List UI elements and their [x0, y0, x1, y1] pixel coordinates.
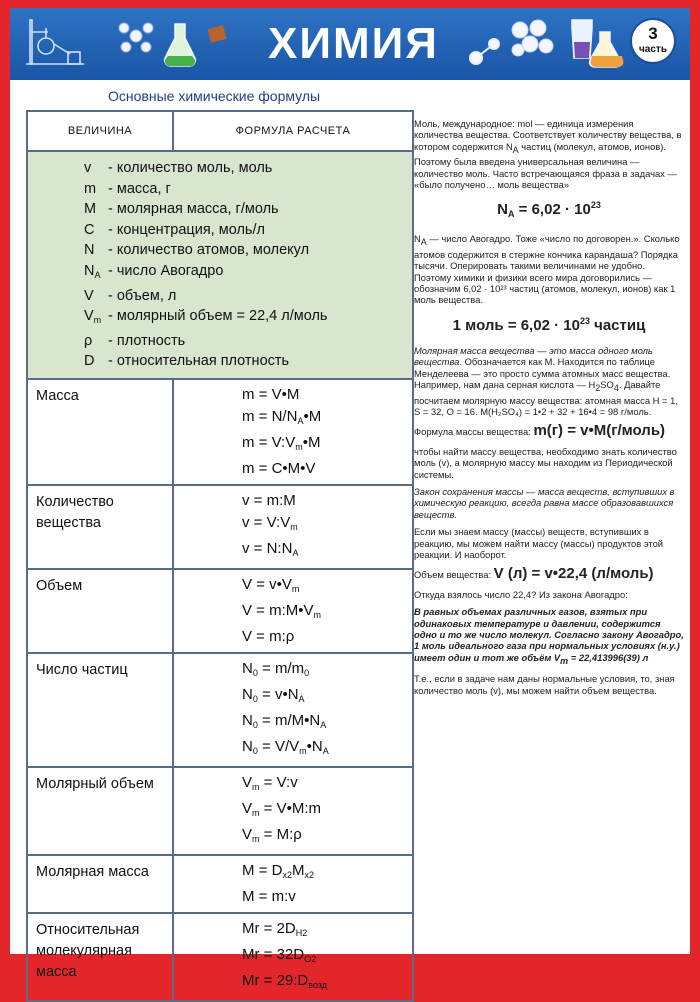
formula-subscript: A: [322, 745, 329, 756]
formula: [242, 736, 412, 762]
formula: [242, 384, 412, 406]
formula-text: M: [291, 861, 305, 879]
reagent-cube-icon: [206, 22, 230, 46]
formula-subscript: A: [298, 693, 305, 704]
symbol: N: [84, 262, 95, 279]
formula-text: V: [242, 799, 253, 817]
table-row: [27, 485, 413, 569]
page-title: ХИМИЯ: [268, 19, 439, 68]
legend-symbol: [84, 240, 108, 261]
table-row: [27, 913, 413, 1001]
table-row: [27, 653, 413, 767]
formula-text: v = m:M: [242, 491, 296, 509]
section-subtitle: Основные химические формулы: [108, 88, 321, 104]
formula-text: N: [242, 711, 253, 729]
formula-subscript: m: [291, 583, 300, 594]
formula-subscript: 0: [252, 667, 258, 678]
note-conservation: Закон сохранения массы — масса веществ, вступивших в химическую реакцию, всегда равна массе образовавшихся веществ.: [414, 485, 675, 520]
poster: [10, 8, 690, 990]
formula: [242, 406, 412, 432]
note-reaction: Если мы знаем массу (массы) веществ, вступивших в реакцию, мы можем найти массу (массы) продуктов этой реакции. И наоборот.: [414, 526, 664, 560]
formula-text: = M:ρ: [259, 825, 302, 843]
symbol-legend: [27, 151, 413, 379]
formula-subscript: m: [295, 441, 303, 452]
formula-subscript: A: [297, 415, 304, 426]
formula-text: V: [242, 773, 253, 791]
formula: [242, 684, 412, 710]
legend-item: [84, 179, 412, 200]
formula: [242, 944, 412, 970]
formula-subscript: O2: [304, 953, 317, 964]
note-avogadro: $N_A$ — число Авогадро. Тоже «число по договорен.». Сколько атомов содержится в стержне кончика карандаша? Порядка тысячи. Оперировать такими величинами не удобно. Поэтому химики и физики всего мира договорились — обозначим 6,02 · 10²³ частиц (атомов, молекул, ионов) как 1 моль вещества.: [414, 233, 680, 306]
symbol: v: [84, 160, 92, 176]
legend-item: [84, 331, 412, 352]
symbol-subscript: A: [94, 269, 101, 280]
part-badge: [630, 18, 676, 64]
formula-text: m = N/N: [242, 407, 298, 425]
symbol: ρ: [84, 332, 93, 349]
formula-text: N: [242, 737, 253, 755]
formula: [242, 538, 412, 564]
note-mole-definition: Моль, международное: mol — единица измерения количества вещества. Соответствует количеству вещества, в котором содержится $N_A$ частиц (молекул, атомов, ионов). Поэтому была введена универсальная величина — количество моль. Часто встречающаяся фраза в задачах — «было получено… моль вещества»: [414, 118, 682, 191]
formula-text: V = m:ρ: [242, 627, 295, 645]
legend-symbol: [84, 158, 108, 179]
formula-text: = m/m: [257, 659, 305, 677]
legend-description: - концентрация, моль/л: [108, 221, 265, 238]
formula: [242, 574, 412, 600]
column-header-quantity: ВЕЛИЧИНА: [27, 111, 173, 151]
legend-symbol: [84, 220, 108, 241]
avogadro-constant: $N_A = 6,02 \cdot 10^{23}$: [497, 200, 601, 220]
legend-item: [84, 261, 412, 286]
legend-description: - объем, л: [108, 287, 177, 304]
formula: [242, 886, 412, 908]
symbol: D: [84, 353, 95, 370]
symbol: V: [84, 287, 94, 304]
formula-text: •M: [302, 433, 321, 451]
formula-cell: [173, 855, 413, 913]
volume-formula: Объем вещества: V (л) = v•22,4 (л/моль): [414, 565, 654, 583]
formula-text: •M: [303, 407, 322, 425]
quantity-name: Молярный объем: [27, 767, 173, 855]
formula-subscript: A: [292, 547, 299, 558]
formula-text: v = N:N: [242, 539, 293, 557]
formula-subscript: m: [252, 781, 260, 792]
legend-item: [84, 220, 412, 241]
legend-item: [84, 158, 412, 179]
molecule-icon: [116, 16, 156, 56]
formula: [242, 432, 412, 458]
formula-subscript: 0: [304, 667, 310, 678]
formula-text: N: [242, 685, 253, 703]
formula-subscript: m: [299, 745, 307, 756]
formula-subscript: 0: [252, 719, 258, 730]
legend-description: - количество моль, моль: [108, 160, 273, 176]
formula-cell: [173, 485, 413, 569]
formula-text: Mr = 2D: [242, 919, 296, 937]
formula: [242, 918, 412, 944]
formula-text: M = D: [242, 861, 283, 879]
quantity-name: Количество вещества: [27, 485, 173, 569]
formula-cell: [173, 767, 413, 855]
formula-text: = V/V: [257, 737, 300, 755]
symbol: V: [84, 308, 94, 325]
formula: [242, 860, 412, 886]
formula-text: = m/M•N: [257, 711, 321, 729]
formula-text: = V:v: [259, 773, 298, 791]
legend-item: [84, 286, 412, 307]
legend-item: [84, 199, 412, 220]
formula-subscript: m: [252, 833, 260, 844]
table-row: [27, 767, 413, 855]
legend-item: [84, 240, 412, 261]
formula-text: m = V:V: [242, 433, 296, 451]
legend-symbol: [84, 331, 108, 352]
formula-subscript: x2: [282, 869, 292, 880]
formula-text: V = m:M•V: [242, 601, 314, 619]
part-label: часть: [639, 44, 667, 55]
formula-subscript: x2: [304, 869, 314, 880]
formula-subscript: m: [313, 609, 322, 620]
formula-subscript: m: [290, 521, 298, 532]
formula: [242, 710, 412, 736]
formula-text: = V•M:m: [259, 799, 322, 817]
formula: [242, 824, 412, 850]
formula: [242, 798, 412, 824]
legend-description: - молярный объем = 22,4 л/моль: [108, 308, 328, 325]
formula-cell: [173, 913, 413, 1001]
quantity-name: Число частиц: [27, 653, 173, 767]
avogadro-law: В равных объемах различных газов, взятых при одинаковых температуре и давлении, содержится одно и то же число молекул. Согласно закону Авогадро, 1 моль идеального газа при нормальных условиях (н.у.) имеет один и тот же объём $V_m = 22,413996(39)$ л: [414, 606, 684, 666]
formula-subscript: возд: [308, 979, 328, 990]
molecule-cluster-icon: [506, 16, 556, 66]
note-origin: Откуда взялось число 22,4? Из закона Авогадро:: [414, 588, 628, 600]
legend-description: - плотность: [108, 332, 186, 349]
table-row: [27, 569, 413, 653]
legend-symbol: [84, 179, 108, 200]
beaker-icon: [566, 12, 628, 74]
symbol-subscript: m: [93, 315, 102, 326]
symbol: C: [84, 221, 95, 238]
legend-item: [84, 306, 412, 331]
table-row: [27, 379, 413, 485]
formula-subscript: m: [252, 807, 260, 818]
legend-symbol: [84, 199, 108, 220]
formula: [242, 512, 412, 538]
formula-text: N: [242, 659, 253, 677]
formula: [242, 658, 412, 684]
formula-subscript: A: [320, 719, 327, 730]
formula: [242, 626, 412, 648]
formula-subscript: H2: [295, 927, 308, 938]
formula: [242, 458, 412, 480]
formula: [242, 600, 412, 626]
lab-apparatus-icon: [24, 14, 88, 72]
quantity-name: Масса: [27, 379, 173, 485]
formula-text: = v•N: [257, 685, 299, 703]
formula: [242, 970, 412, 996]
notes-column: [414, 118, 684, 702]
note-mass: чтобы найти массу вещества, необходимо знать количество моль (v), а молярную массу мы находим из Периодической системы.: [414, 445, 677, 480]
formula-text: v = V:V: [242, 513, 291, 531]
formula-text: Mr = 29:D: [242, 971, 309, 989]
column-header-formula: ФОРМУЛА РАСЧЕТА: [173, 111, 413, 151]
formula-subscript: 0: [252, 745, 258, 756]
formula-table: [26, 110, 414, 1002]
mass-formula: Формула массы вещества: m(г) = v•M(г/моль): [414, 422, 666, 440]
quantity-name: Объем: [27, 569, 173, 653]
legend-description: - масса, г: [108, 180, 171, 197]
legend-description: - молярная масса, г/моль: [108, 201, 279, 218]
note-conclusion: Т.е., если в задаче нам даны нормальные условия, то, зная количество моль (v), мы можем найти объем вещества.: [414, 673, 675, 696]
symbol: M: [84, 201, 97, 218]
legend-description: - относительная плотность: [108, 353, 290, 370]
formula-text: •N: [306, 737, 323, 755]
mole-particles: 1 моль = $6,02 \cdot 10^{23}$ частиц: [452, 315, 646, 334]
legend-symbol: [84, 306, 108, 331]
formula-cell: [173, 379, 413, 485]
flask-icon: [160, 20, 200, 70]
header-bar: [10, 8, 690, 80]
formula-text: M = m:v: [242, 887, 296, 905]
formula-text: V: [242, 825, 253, 843]
formula-text: V = v•V: [242, 575, 292, 593]
legend-symbol: [84, 351, 108, 372]
part-number: 3: [648, 24, 658, 43]
symbol: N: [84, 242, 95, 259]
quantity-name: Молярная масса: [27, 855, 173, 913]
note-molar-mass: Молярная масса вещества — это масса одного моль вещества. Обозначается как М. Находится по таблице Менделеева — это просто сумма атомных масс вещества. Например, нам дана серная кислота — $H_2SO_4$. Давайте посчитаем молярную массу вещества: атомная масса Н = 1, S = 32, O = 16. М(H₂SO₄) = 1•2 + 32 + 16•4 = 98 г/моль.: [414, 344, 678, 417]
legend-description: - количество атомов, молекул: [108, 242, 310, 259]
quantity-name: Относительная молекулярная масса: [27, 913, 173, 1001]
formula: [242, 490, 412, 512]
formula-text: m = C•M•V: [242, 459, 316, 477]
formula-cell: [173, 653, 413, 767]
legend-symbol: [84, 261, 108, 286]
formula-cell: [173, 569, 413, 653]
formula: [242, 772, 412, 798]
formula-subscript: 0: [252, 693, 258, 704]
symbol: m: [84, 180, 97, 197]
legend-item: [84, 351, 412, 372]
molecule-icon: [468, 36, 504, 66]
legend-symbol: [84, 286, 108, 307]
legend-description: - число Авогадро: [108, 262, 224, 279]
formula-text: Mr = 32D: [242, 945, 305, 963]
table-row: [27, 855, 413, 913]
formula-text: m = V•M: [242, 385, 300, 403]
